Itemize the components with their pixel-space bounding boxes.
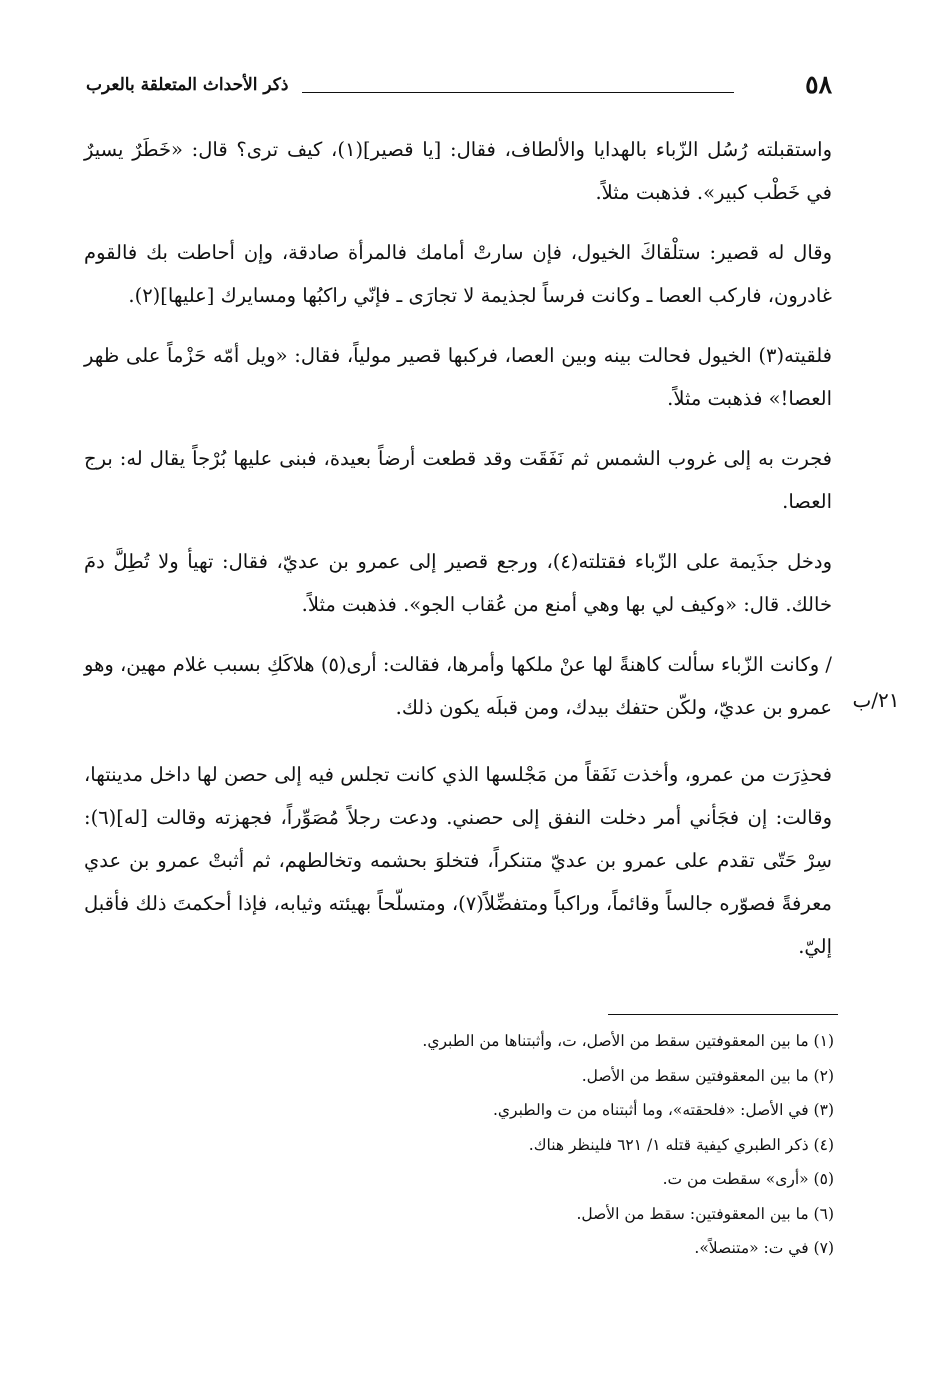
margin-folio-reference: ٢١/ب	[852, 688, 900, 712]
page-number: ٥٨	[805, 70, 832, 99]
paragraph: فجرت به إلى غروب الشمس ثم نَفَقَت وقد قطعت أرضاً بعيدة، فبنى عليها بُرْجاً يقال له: برج العصا.	[84, 447, 832, 513]
paragraph: فلقيته(٣) الخيول فحالت بينه وبين العصا، فركبها قصير مولياً، فقال: «ويل أمّه حَزْماً على ظهر العصا!» فذهبت مثلاً.	[84, 344, 832, 410]
footnotes	[90, 1024, 834, 1266]
body-text	[84, 128, 832, 992]
paragraph: ودخل جذَيمة على الزّباء فقتلته(٤)، ورجع قصير إلى عمرو بن عديّ، فقال: تهيأ ولا تُطِلَّ دمَ خالك. قال: «وكيف لي بها وهي أمنع من عُقاب الجو». فذهبت مثلاً.	[84, 550, 833, 616]
paragraph: وقال له قصير: ستلْقاكَ الخيول، فإن سارتْ أمامك فالمرأة صادقة، وإن أحاطت بك فالقوم غادرون، فاركب العصا ـ وكانت فرساً لجذيمة لا تجارَى ـ فإنّي راكبُها ومسايرك [عليها](٢).	[84, 241, 832, 307]
running-header	[86, 68, 832, 112]
footnote: (٤) ذكر الطبري كيفية قتله ١/ ٦٢١ فلينظر هناك.	[528, 1135, 834, 1154]
footnote: (٥) «أرى» سقطت من ت.	[662, 1170, 834, 1188]
footnote-separator	[608, 1014, 838, 1015]
footnote: (٢) ما بين المعقوفتين سقط من الأصل.	[581, 1066, 834, 1085]
footnote: (٦) ما بين المعقوفتين: سقط من الأصل.	[576, 1204, 834, 1223]
running-title: ذكر الأحداث المتعلقة بالعرب	[86, 75, 289, 95]
footnote: (١) ما بين المعقوفتين سقط من الأصل، ت، وأثبتناها من الطبري.	[422, 1032, 834, 1050]
footnote: (٧) في ت: «متنصلاً».	[694, 1239, 834, 1257]
header-rule	[302, 92, 734, 93]
footnote: (٣) في الأصل: «فلحقته»، وما أثبتناه من ت والطبري.	[492, 1101, 834, 1119]
paragraph: / وكانت الزّباء سألت كاهنةً لها عنْ ملكها وأمرها، فقالت: أرى(٥) هلاكَكِ بسبب غلام مهين، وهو عمرو بن عديّ، ولكّن حتفك بيدك، ومن قبلَه يكون ذلك.	[84, 653, 832, 719]
paragraph: واستقبلته رُسُل الزّباء بالهدايا والألطاف، فقال: [يا قصير](١)، كيف ترى؟ قال: «خَطَرٌ يسيرٌ في خَطْب كبير». فذهبت مثلاً.	[84, 138, 832, 204]
paragraph: فحذِرَت من عمرو، وأخذت نَفَقاً من مَجْلسها الذي كانت تجلس فيه إلى حصن لها داخل مدينتها، وقالت: إن فجَأني أمر دخلت النفق إلى حصني. ودعت رجلاً مُصَوِّراً، فجهزته وقالت [له](٦): سِرْ حَتّى تقدم على عمرو بن عديّ متنكراً، فتخلوَ بحشمه وتخالطهم، ثم أثبتْ عمرو بن عدي معرفةً فصوّره جالساً وقائماً، وراكباً ومتفضِّلاً(٧)، ومتسلّحاً بهيئته وثيابه، فإذا أحكمتَ ذلك فأقبل إليّ.	[84, 763, 832, 958]
